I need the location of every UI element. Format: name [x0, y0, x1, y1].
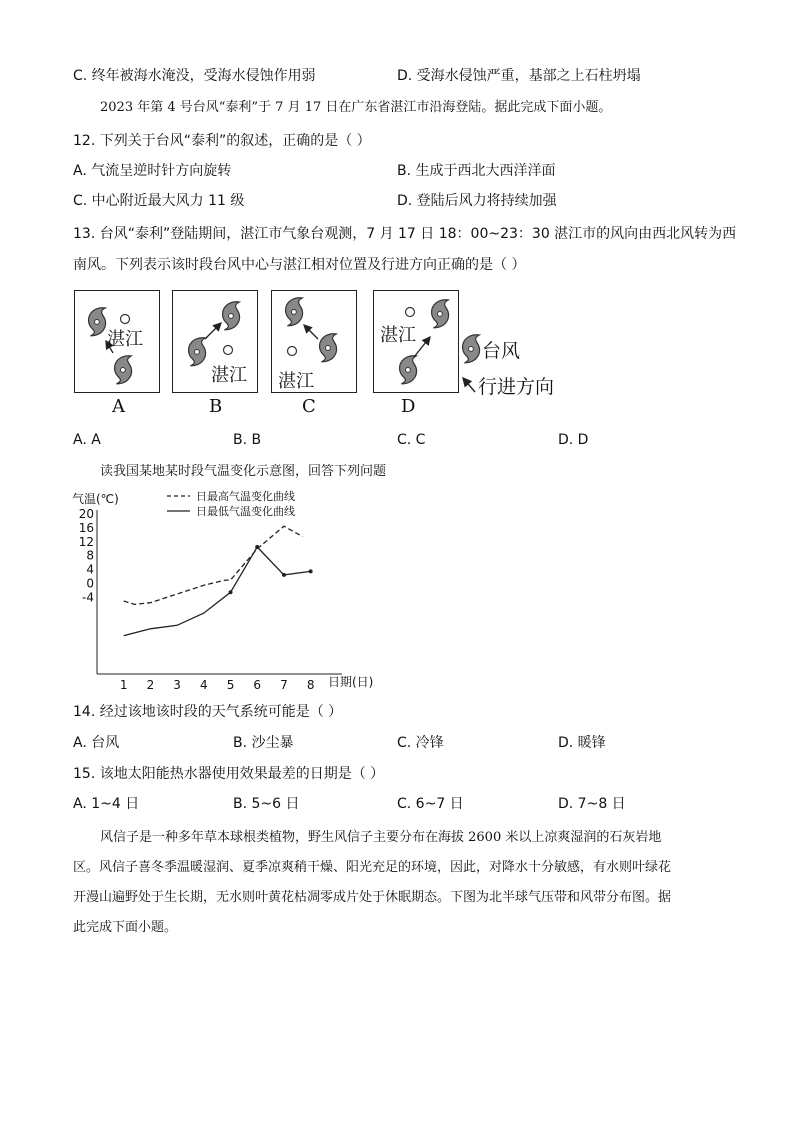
city-label: 湛江 [278, 371, 314, 392]
legend-direction-label: 行进方向 [478, 376, 555, 398]
diagram-box-b [172, 290, 258, 393]
caption-b: B [209, 396, 223, 417]
x-tick-label: 1 [119, 678, 128, 692]
q12-option-a: A. 气流呈逆时针方向旋转 [73, 163, 232, 179]
q15-stem: 15. 该地太阳能热水器使用效果最差的日期是（ ） [73, 766, 385, 782]
q14-stem: 14. 经过该地该时段的天气系统可能是（ ） [73, 704, 343, 720]
x-tick-label: 7 [280, 678, 288, 692]
typhoon-icon [432, 300, 449, 328]
q13-stem-line-1: 13. 台风“泰利”登陆期间，湛江市气象台观测，7 月 17 日 18：00~23：30 湛江市的风向由西北风转为西 [73, 226, 737, 242]
typhoon-icon [189, 338, 206, 366]
x-tick-label: 6 [253, 678, 262, 692]
x-tick-label: 2 [146, 678, 155, 692]
x-tick-label: 3 [173, 678, 181, 692]
q15-option-a: A. 1~4 日 [73, 796, 140, 812]
q12-option-d: D. 登陆后风力将持续加强 [397, 193, 557, 209]
city-marker [224, 346, 233, 355]
caption-d: D [401, 396, 416, 417]
q15-option-c: C. 6~7 日 [397, 796, 464, 812]
typhoon-icon [223, 302, 240, 330]
y-tick-label: 16 [78, 520, 94, 535]
x-axis-label: 日期(日) [328, 675, 374, 689]
passage-line-4: 此完成下面小题。 [73, 920, 178, 935]
q13-option-d: D. D [558, 432, 589, 448]
q14-option-a: A. 台风 [73, 735, 120, 751]
passage-line-1: 风信子是一种多年草本球根类植物，野生风信子主要分布在海拔 2600 米以上凉爽湿润的石灰岩地 [100, 830, 662, 845]
city-label: 湛江 [211, 365, 247, 386]
typhoon-icon [286, 298, 303, 326]
x-tick-label: 4 [199, 678, 208, 692]
data-point [309, 569, 313, 573]
min-temperature-line [124, 547, 311, 636]
diagram-box-a [74, 290, 160, 393]
data-point [282, 573, 286, 577]
y-tick-label: 8 [86, 548, 94, 563]
data-point [229, 590, 233, 594]
x-tick-label: 5 [226, 678, 235, 692]
diagram-box-c [271, 290, 357, 393]
typhoon-icon [115, 356, 132, 384]
typhoon-icon [400, 356, 417, 384]
temperature-chart [70, 488, 400, 698]
legend-typhoon-label: 台风 [482, 340, 521, 362]
q12-option-c: C. 中心附近最大风力 11 级 [73, 193, 245, 209]
city-marker [288, 347, 297, 356]
y-tick-label: 0 [86, 576, 94, 591]
data-point [255, 545, 259, 549]
q13-option-a: A. A [73, 432, 101, 448]
typhoon-icon [320, 334, 337, 362]
x-tick-label: 8 [306, 678, 315, 692]
y-tick-label: 4 [86, 562, 94, 577]
city-marker [406, 308, 415, 317]
q14-option-b: B. 沙尘暴 [233, 735, 294, 751]
y-axis-label: 气温(℃) [72, 492, 119, 506]
legend-arrow-icon [459, 372, 477, 394]
q12-option-b: B. 生成于西北大西洋洋面 [397, 163, 556, 179]
passage-line-3: 开漫山遍野处于生长期，无水则叶黄花枯凋零成片处于休眠期态。下图为北半球气压带和风带分布图。据 [73, 890, 672, 905]
q12-stem: 12. 下列关于台风“泰利”的叙述，正确的是（ ） [73, 133, 371, 149]
y-tick-label: 20 [78, 507, 94, 521]
q11-option-d: D. 受海水侵蚀严重，基部之上石柱坍塌 [397, 68, 641, 84]
q14-option-d: D. 暖锋 [558, 735, 606, 751]
direction-arrow [205, 323, 221, 339]
typhoon-intro: 2023 年第 4 号台风“泰利”于 7 月 17 日在广东省湛江市沿海登陆。据此完成下面小题。 [100, 100, 612, 115]
temperature-intro: 读我国某地某时段气温变化示意图，回答下列问题 [100, 464, 387, 479]
city-label: 湛江 [107, 329, 143, 350]
y-tick-label: -4 [82, 590, 94, 605]
city-label: 湛江 [380, 325, 416, 346]
q13-stem-line-2: 南风。下列表示该时段台风中心与湛江相对位置及行进方向正确的是（ ） [73, 257, 526, 273]
q13-option-c: C. C [397, 432, 426, 448]
legend-typhoon-icon [457, 332, 483, 364]
q11-option-c: C. 终年被海水淹没，受海水侵蚀作用弱 [73, 68, 316, 84]
y-tick-label: 12 [78, 534, 94, 549]
caption-c: C [302, 396, 316, 417]
diagram-box-d [373, 290, 459, 393]
typhoon-icon [89, 308, 106, 336]
q15-option-b: B. 5~6 日 [233, 796, 300, 812]
legend-label: 日最高气温变化曲线 [196, 490, 295, 503]
direction-arrow [414, 337, 430, 357]
direction-arrow [304, 325, 318, 339]
caption-a: A [112, 396, 125, 417]
passage-line-2: 区。风信子喜冬季温暖湿润、夏季凉爽稍干燥、阳光充足的环境，因此，对降水十分敏感，有水则叶绿花 [73, 860, 672, 875]
q15-option-d: D. 7~8 日 [558, 796, 626, 812]
legend-label: 日最低气温变化曲线 [196, 505, 295, 518]
max-temperature-line [124, 526, 303, 604]
q14-option-c: C. 冷锋 [397, 735, 444, 751]
q13-option-b: B. B [233, 432, 262, 448]
city-marker [121, 315, 130, 324]
